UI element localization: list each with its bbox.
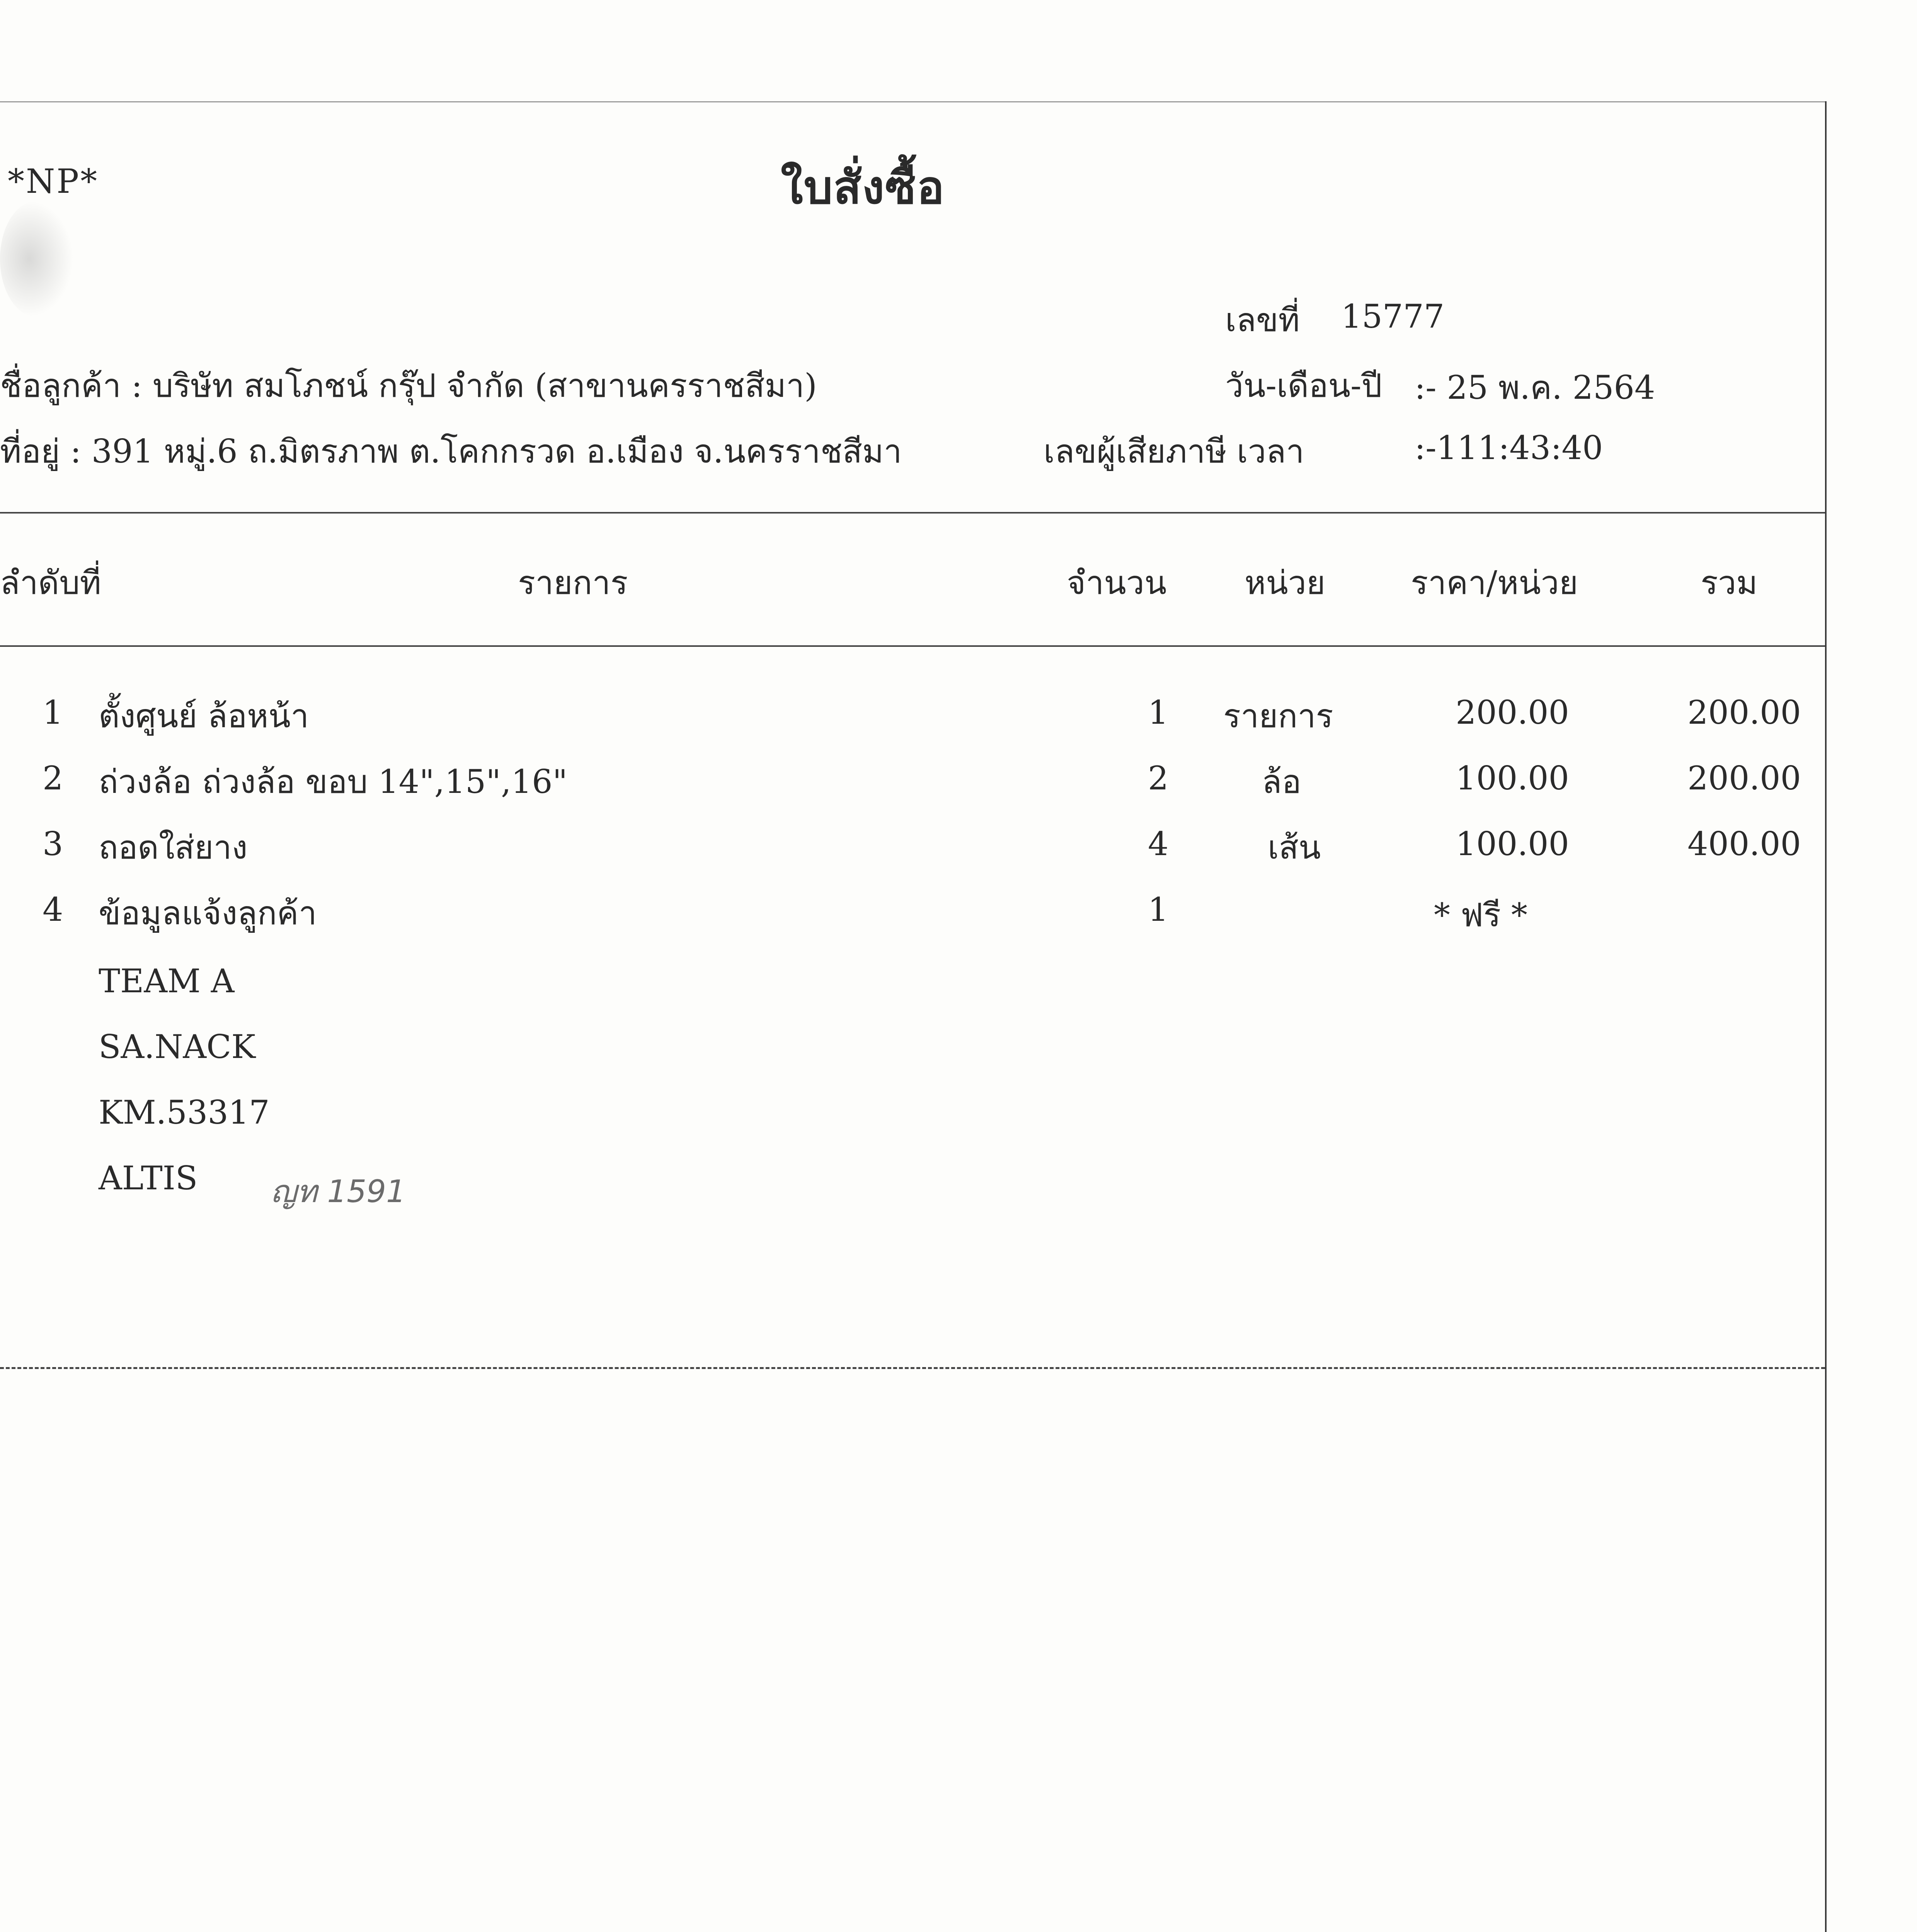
note-line: SA.NACK xyxy=(99,1028,256,1066)
row-total: 200.00 xyxy=(1687,759,1801,797)
row-no: 4 xyxy=(43,891,63,929)
note-line: ALTIS xyxy=(99,1159,198,1197)
row-unit: เส้น xyxy=(1268,828,1321,866)
col-header-qty: จำนวน xyxy=(1067,564,1167,602)
items-end-dashed-line xyxy=(0,1367,1825,1369)
note-line: TEAM A xyxy=(99,962,235,1000)
time-label: เวลา xyxy=(1237,432,1304,470)
col-header-no: ลำดับที่ xyxy=(0,564,101,602)
col-header-total: รวม xyxy=(1701,564,1758,602)
row-item: ข้อมูลแจ้งลูกค้า xyxy=(99,894,317,932)
row-qty: 1 xyxy=(1148,694,1169,731)
col-header-item: รายการ xyxy=(518,564,628,602)
row-unit: รายการ xyxy=(1223,697,1333,735)
row-price: 200.00 xyxy=(1456,694,1569,731)
frame-right-line xyxy=(1825,101,1827,1932)
header-divider xyxy=(0,512,1825,514)
row-no: 1 xyxy=(43,694,63,731)
date-value: :- 25 พ.ค. 2564 xyxy=(1415,369,1655,406)
time-value: :-111:43:40 xyxy=(1415,429,1603,467)
row-item: ถ่วงล้อ ถ่วงล้อ ขอบ 14",15",16" xyxy=(99,763,568,801)
note-line: KM.53317 xyxy=(99,1094,270,1131)
row-item: ตั้งศูนย์ ล้อหน้า xyxy=(99,697,309,735)
row-qty: 2 xyxy=(1148,759,1169,797)
customer-name-line: ชื่อลูกค้า : บริษัท สมโภชน์ กรุ๊ป จำกัด (สาขานครราชสีมา) xyxy=(0,367,817,405)
handwritten-plate-note: ญท 1591 xyxy=(271,1173,406,1209)
frame-top-line xyxy=(0,101,1826,102)
date-label: วัน-เดือน-ปี xyxy=(1225,367,1382,405)
table-header-divider xyxy=(0,645,1825,647)
tax-id-label: เลขผู้เสียภาษี xyxy=(1044,432,1227,470)
row-item: ถอดใส่ยาง xyxy=(99,828,248,866)
col-header-unit: หน่วย xyxy=(1245,564,1326,602)
np-mark: *NP* xyxy=(8,162,99,201)
row-price: 100.00 xyxy=(1456,759,1569,797)
row-price: * ฟรี * xyxy=(1434,896,1527,934)
doc-number-label: เลขที่ xyxy=(1225,301,1300,339)
row-price: 100.00 xyxy=(1456,825,1569,863)
row-total: 200.00 xyxy=(1687,694,1801,731)
row-total: 400.00 xyxy=(1687,825,1801,863)
row-no: 3 xyxy=(43,825,63,863)
row-no: 2 xyxy=(43,759,63,797)
document-title: ใบสั่งซื้อ xyxy=(781,160,945,214)
row-unit: ล้อ xyxy=(1262,763,1301,801)
scan-smudge xyxy=(0,201,73,317)
col-header-price: ราคา/หน่วย xyxy=(1411,564,1578,602)
doc-number: 15777 xyxy=(1341,298,1445,335)
customer-address-line: ที่อยู่ : 391 หมู่.6 ถ.มิตรภาพ ต.โคกกรวด อ.เมือง จ.นครราชสีมา xyxy=(0,432,902,470)
row-qty: 4 xyxy=(1148,825,1169,863)
row-qty: 1 xyxy=(1148,891,1169,929)
